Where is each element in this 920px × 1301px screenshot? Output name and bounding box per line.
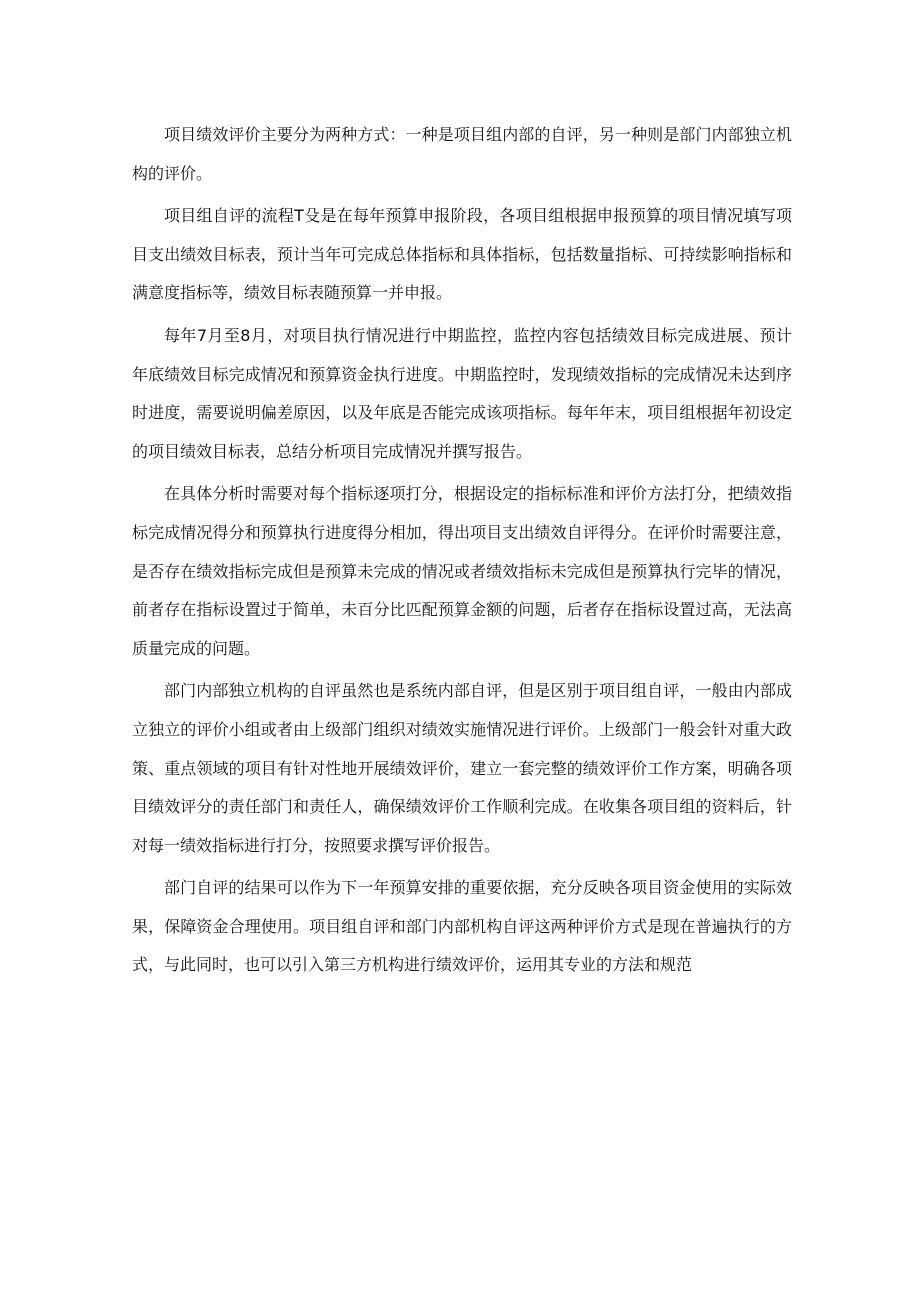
paragraph-evaluation-methods: 项目绩效评价主要分为两种方式：一种是项目组内部的自评，另一种则是部门内部独立机构的评价。 bbox=[132, 125, 792, 183]
document-body bbox=[132, 116, 792, 989]
paragraph-project-self-evaluation: 项目组自评的流程T殳是在每年预算申报阶段，各项目组根据申报预算的项目情况填写项目支出绩效目标表，预计当年可完成总体指标和具体指标，包括数量指标、可持续影响指标和满意度指标等，绩效目标表随预算一并申报。 bbox=[132, 206, 792, 303]
paragraph-midterm-monitoring: 每年7月至8月，对项目执行情况进行中期监控，监控内容包括绩效目标完成进展、预计年底绩效目标完成情况和预算资金执行进度。中期监控时，发现绩效指标的完成情况未达到序时进度，需要说明偏差原因，以及年底是否能完成该项指标。每年年末，项目组根据年初设定的项目绩效目标表，总结分析项目完成情况并撰写报告。 bbox=[132, 325, 792, 461]
paragraph-evaluation-results: 部门自评的结果可以作为下一年预算安排的重要依据，充分反映各项目资金使用的实际效果，保障资金合理使用。项目组自评和部门内部机构自评这两种评价方式是现在普遍执行的方式，与此同时，也可以引入第三方机构进行绩效评价，运用其专业的方法和规范 bbox=[132, 878, 792, 975]
paragraph-department-evaluation: 部门内部独立机构的自评虽然也是系统内部自评，但是区别于项目组自评，一般由内部成立独立的评价小组或者由上级部门组织对绩效实施情况进行评价。上级部门一般会针对重大政策、重点领域的项目有针对性地开展绩效评价，建立一套完整的绩效评价工作方案，明确各项目绩效评分的责任部门和责任人，确保绩效评价工作顺利完成。在收集各项目组的资料后，针对每一绩效指标进行打分，按照要求撰写评价报告。 bbox=[132, 681, 792, 855]
paragraph-indicator-scoring: 在具体分析时需要对每个指标逐项打分，根据设定的指标标准和评价方法打分，把绩效指标完成情况得分和预算执行进度得分相加，得出项目支出绩效自评得分。在评价时需要注意，是否存在绩效指标完成但是预算未完成的情况或者绩效指标未完成但是预算执行完毕的情况，前者存在指标设置过于简单，未百分比匹配预算金额的问题，后者存在指标设置过高，无法高质量完成的问题。 bbox=[132, 484, 792, 658]
